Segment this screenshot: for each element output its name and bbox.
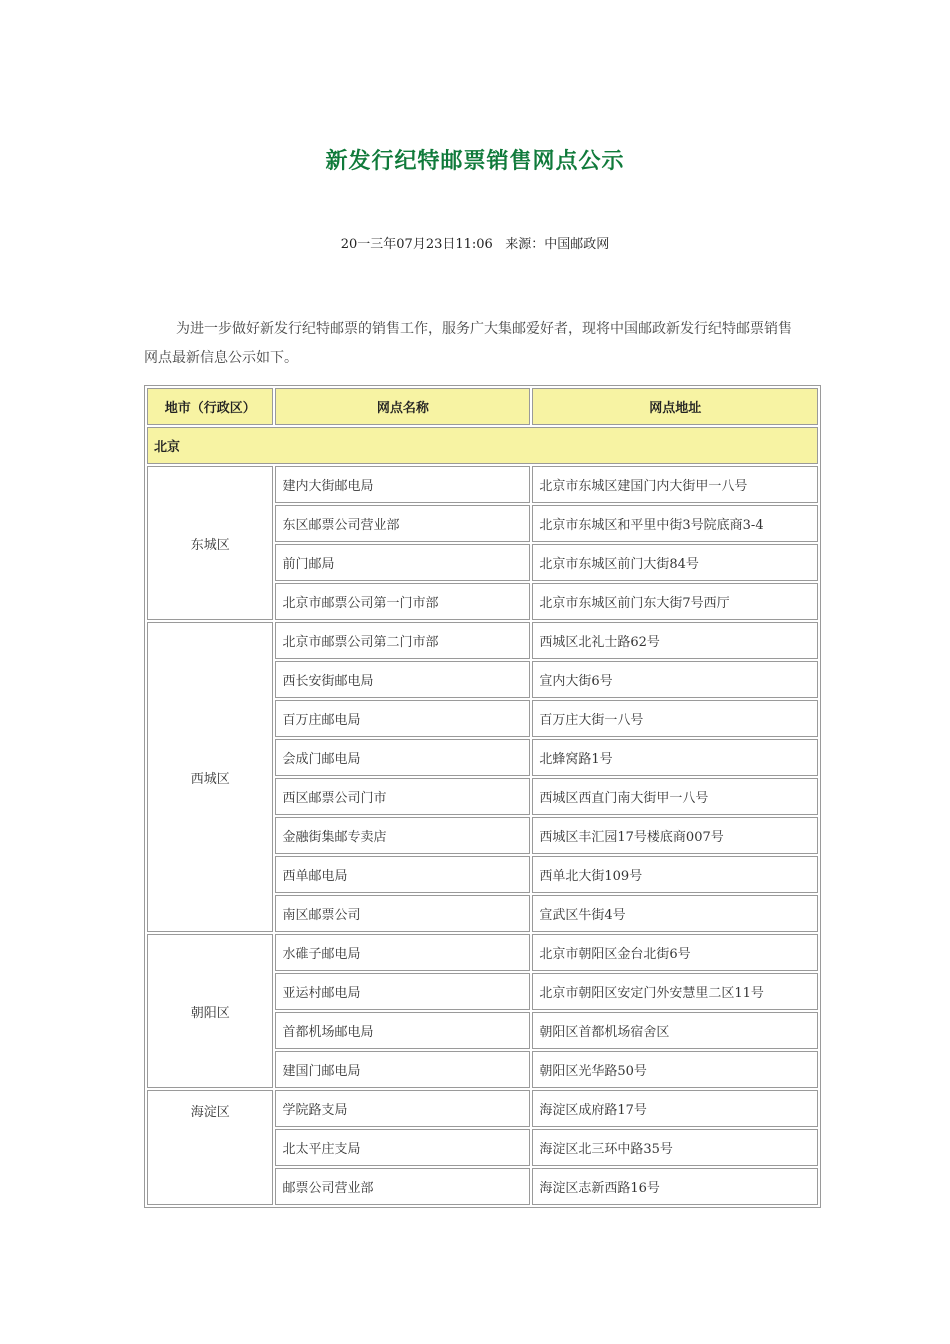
outlet-name-cell: 建国门邮电局 xyxy=(275,1051,530,1088)
page-title: 新发行纪特邮票销售网点公示 xyxy=(325,149,625,174)
outlet-address-cell: 宣武区牛街4号 xyxy=(532,895,818,932)
outlet-table-wrapper xyxy=(144,385,821,1208)
outlet-address-cell: 北京市东城区前门东大街7号西厅 xyxy=(532,583,818,620)
outlet-address-cell: 西城区西直门南大街甲一八号 xyxy=(532,778,818,815)
source-name: 中国邮政网 xyxy=(544,237,610,252)
outlet-name-cell: 金融街集邮专卖店 xyxy=(275,817,530,854)
outlet-address-cell: 西单北大街109号 xyxy=(532,856,818,893)
district-cell: 朝阳区 xyxy=(147,934,273,1088)
outlet-name-cell: 南区邮票公司 xyxy=(275,895,530,932)
outlet-name-cell: 首都机场邮电局 xyxy=(275,1012,530,1049)
outlet-name-cell: 百万庄邮电局 xyxy=(275,700,530,737)
outlet-address-cell: 海淀区北三环中路35号 xyxy=(532,1129,818,1166)
outlet-name-cell: 前门邮局 xyxy=(275,544,530,581)
outlet-address-cell: 北蜂窝路1号 xyxy=(532,739,818,776)
outlet-name-cell: 学院路支局 xyxy=(275,1090,530,1127)
outlet-address-cell: 西城区北礼士路62号 xyxy=(532,622,818,659)
outlet-name-cell: 北京市邮票公司第一门市部 xyxy=(275,583,530,620)
outlet-address-cell: 北京市朝阳区金台北街6号 xyxy=(532,934,818,971)
header-outlet-name: 网点名称 xyxy=(275,388,530,425)
district-cell: 海淀区 xyxy=(147,1090,273,1205)
city-row xyxy=(147,427,818,464)
outlet-address-cell: 海淀区志新西路16号 xyxy=(532,1168,818,1205)
outlet-address-cell: 北京市东城区前门大街84号 xyxy=(532,544,818,581)
outlet-name-cell: 亚运村邮电局 xyxy=(275,973,530,1010)
header-district: 地市（行政区） xyxy=(147,388,273,425)
outlet-address-cell: 朝阳区首都机场宿舍区 xyxy=(532,1012,818,1049)
outlet-name-cell: 邮票公司营业部 xyxy=(275,1168,530,1205)
article-meta xyxy=(0,233,950,252)
outlet-address-cell: 朝阳区光华路50号 xyxy=(532,1051,818,1088)
intro-paragraph: 为进一步做好新发行纪特邮票的销售工作，服务广大集邮爱好者，现将中国邮政新发行纪特邮票销售网点最新信息公示如下。 xyxy=(144,321,792,366)
outlet-address-cell: 百万庄大街一八号 xyxy=(532,700,818,737)
outlet-address-cell: 西城区丰汇园17号楼底商007号 xyxy=(532,817,818,854)
table-row xyxy=(147,622,818,659)
table-row xyxy=(147,1090,818,1127)
outlet-name-cell: 西区邮票公司门市 xyxy=(275,778,530,815)
district-cell: 西城区 xyxy=(147,622,273,932)
outlet-table xyxy=(144,385,821,1208)
outlet-name-cell: 水碓子邮电局 xyxy=(275,934,530,971)
publish-date: 20一三年07月23日11:06 xyxy=(340,237,493,252)
outlet-address-cell: 北京市朝阳区安定门外安慧里二区11号 xyxy=(532,973,818,1010)
table-header-row xyxy=(147,388,818,425)
outlet-name-cell: 西长安街邮电局 xyxy=(275,661,530,698)
outlet-address-cell: 海淀区成府路17号 xyxy=(532,1090,818,1127)
table-row xyxy=(147,466,818,503)
outlet-name-cell: 会成门邮电局 xyxy=(275,739,530,776)
outlet-address-cell: 北京市东城区建国门内大街甲一八号 xyxy=(532,466,818,503)
table-row xyxy=(147,934,818,971)
city-name: 北京 xyxy=(147,427,818,464)
outlet-name-cell: 建内大街邮电局 xyxy=(275,466,530,503)
header-outlet-address: 网点地址 xyxy=(532,388,818,425)
source-label: 来源： xyxy=(505,237,545,252)
district-cell: 东城区 xyxy=(147,466,273,620)
table-body xyxy=(147,427,818,1205)
outlet-name-cell: 东区邮票公司营业部 xyxy=(275,505,530,542)
outlet-name-cell: 北太平庄支局 xyxy=(275,1129,530,1166)
outlet-name-cell: 西单邮电局 xyxy=(275,856,530,893)
outlet-name-cell: 北京市邮票公司第二门市部 xyxy=(275,622,530,659)
outlet-address-cell: 宣内大街6号 xyxy=(532,661,818,698)
outlet-address-cell: 北京市东城区和平里中街3号院底商3-4 xyxy=(532,505,818,542)
